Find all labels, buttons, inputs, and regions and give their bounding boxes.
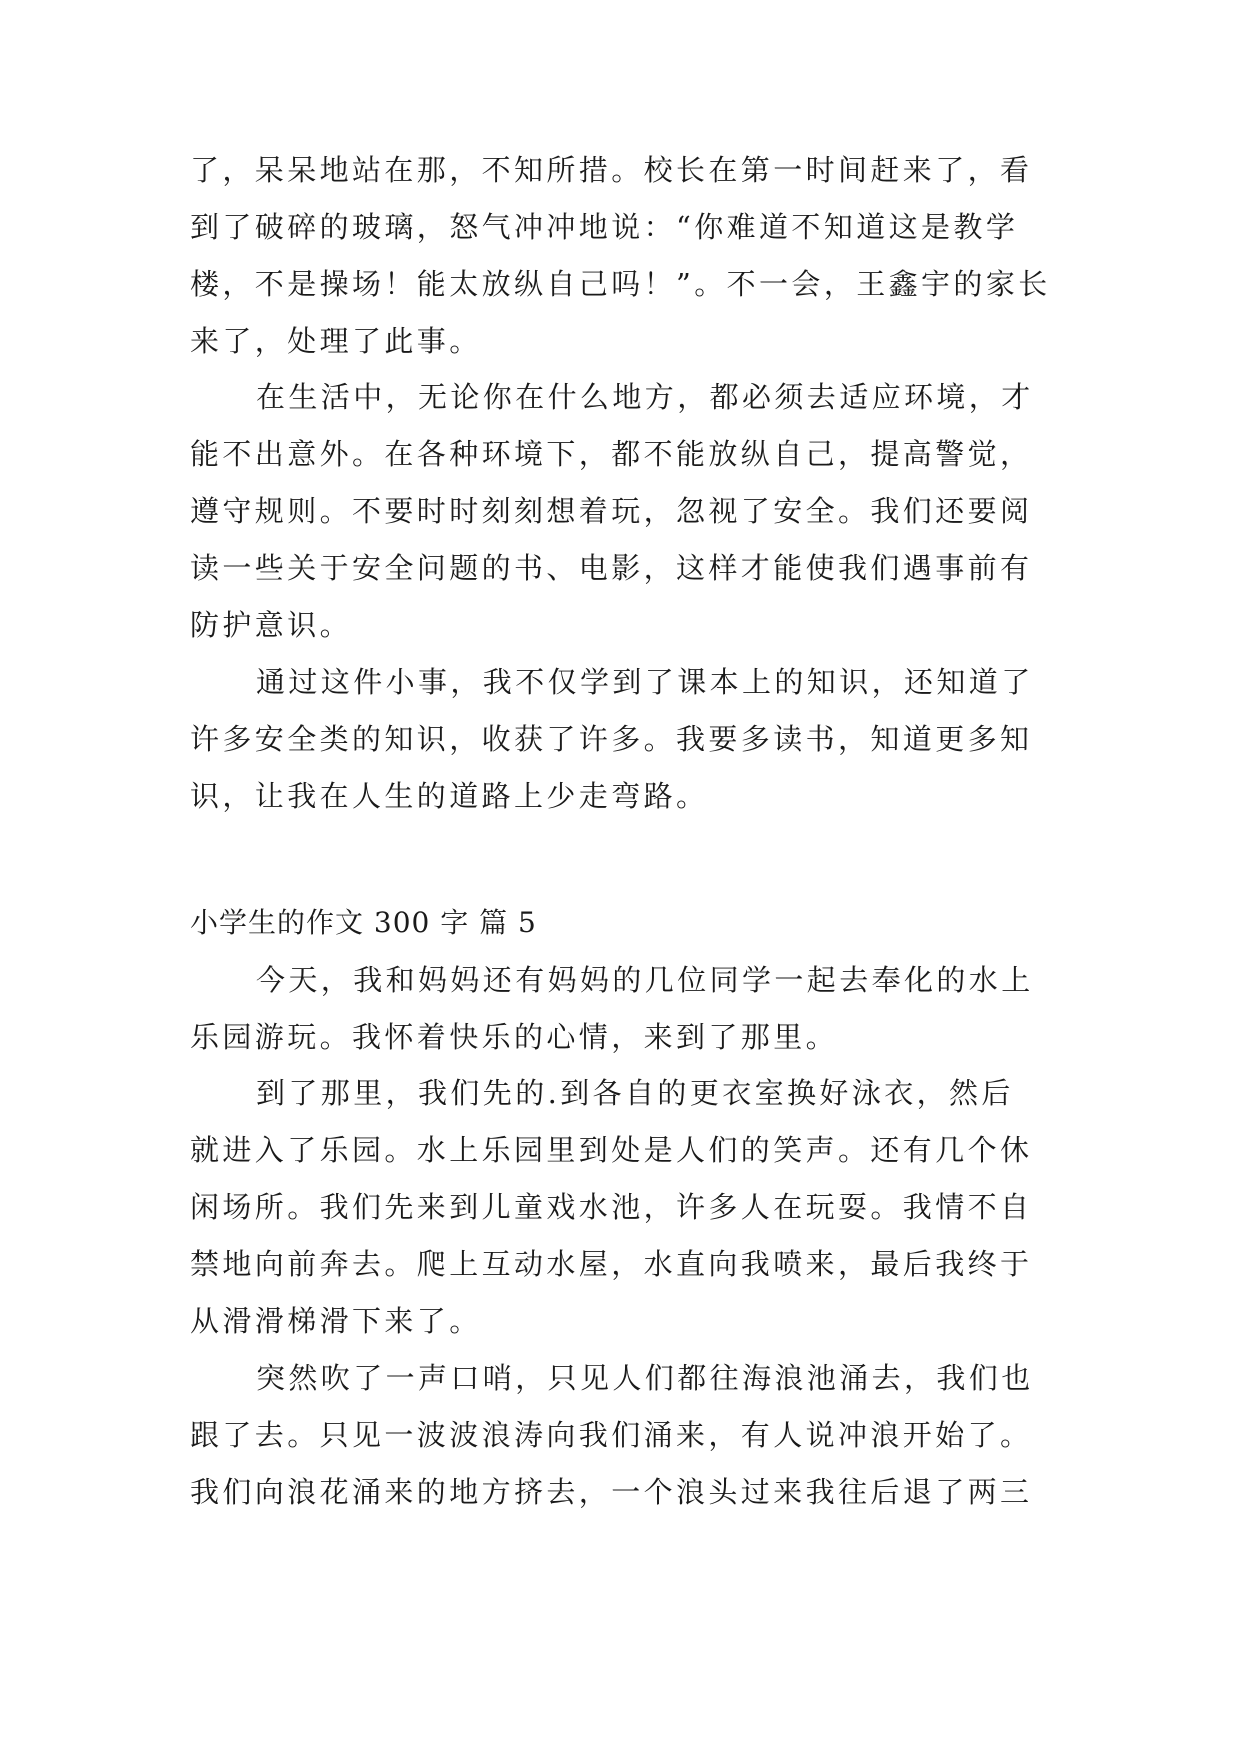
paragraph-line: 闲场所。我们先来到儿童戏水池，许多人在玩耍。我情不自 bbox=[190, 1190, 1033, 1224]
paragraph-line: 就进入了乐园。水上乐园里到处是人们的笑声。还有几个休 bbox=[190, 1133, 1033, 1167]
paragraph-line: 来了，处理了此事。 bbox=[190, 324, 482, 358]
paragraph-line: 识，让我在人生的道路上少走弯路。 bbox=[190, 779, 709, 813]
paragraph-line: 能不出意外。在各种环境下，都不能放纵自己，提高警觉， bbox=[190, 437, 1033, 471]
paragraph-line: 突然吹了一声口哨，只见人们都往海浪池涌去，我们也 bbox=[256, 1361, 1034, 1395]
paragraph-line: 楼，不是操场！能太放纵自己吗！”。不一会，王鑫宇的家长 bbox=[190, 267, 1051, 301]
paragraph-line: 许多安全类的知识，收获了许多。我要多读书，知道更多知 bbox=[190, 722, 1033, 756]
paragraph-line: 在生活中，无论你在什么地方，都必须去适应环境，才 bbox=[256, 380, 1034, 414]
paragraph-line: 到了那里，我们先的.到各自的更衣室换好泳衣，然后 bbox=[256, 1076, 1014, 1110]
paragraph-line: 通过这件小事，我不仅学到了课本上的知识，还知道了 bbox=[256, 665, 1034, 699]
paragraph-line: 我们向浪花涌来的地方挤去，一个浪头过来我往后退了两三 bbox=[190, 1475, 1033, 1509]
section-heading: 小学生的作文 300 字 篇 5 bbox=[190, 906, 537, 939]
paragraph-line: 乐园游玩。我怀着快乐的心情，来到了那里。 bbox=[190, 1020, 839, 1054]
paragraph-line: 今天，我和妈妈还有妈妈的几位同学一起去奉化的水上 bbox=[256, 963, 1034, 997]
paragraph-line: 遵守规则。不要时时刻刻想着玩，忽视了安全。我们还要阅 bbox=[190, 494, 1033, 528]
paragraph-line: 到了破碎的玻璃，怒气冲冲地说：“你难道不知道这是教学 bbox=[190, 210, 1019, 244]
paragraph-line: 防护意识。 bbox=[190, 608, 353, 642]
paragraph-line: 从滑滑梯滑下来了。 bbox=[190, 1304, 482, 1338]
paragraph-line: 禁地向前奔去。爬上互动水屋，水直向我喷来，最后我终于 bbox=[190, 1247, 1033, 1281]
paragraph-line: 跟了去。只见一波波浪涛向我们涌来，有人说冲浪开始了。 bbox=[190, 1418, 1033, 1452]
paragraph-line: 了，呆呆地站在那，不知所措。校长在第一时间赶来了，看 bbox=[190, 153, 1033, 187]
paragraph-line: 读一些关于安全问题的书、电影，这样才能使我们遇事前有 bbox=[190, 551, 1033, 585]
